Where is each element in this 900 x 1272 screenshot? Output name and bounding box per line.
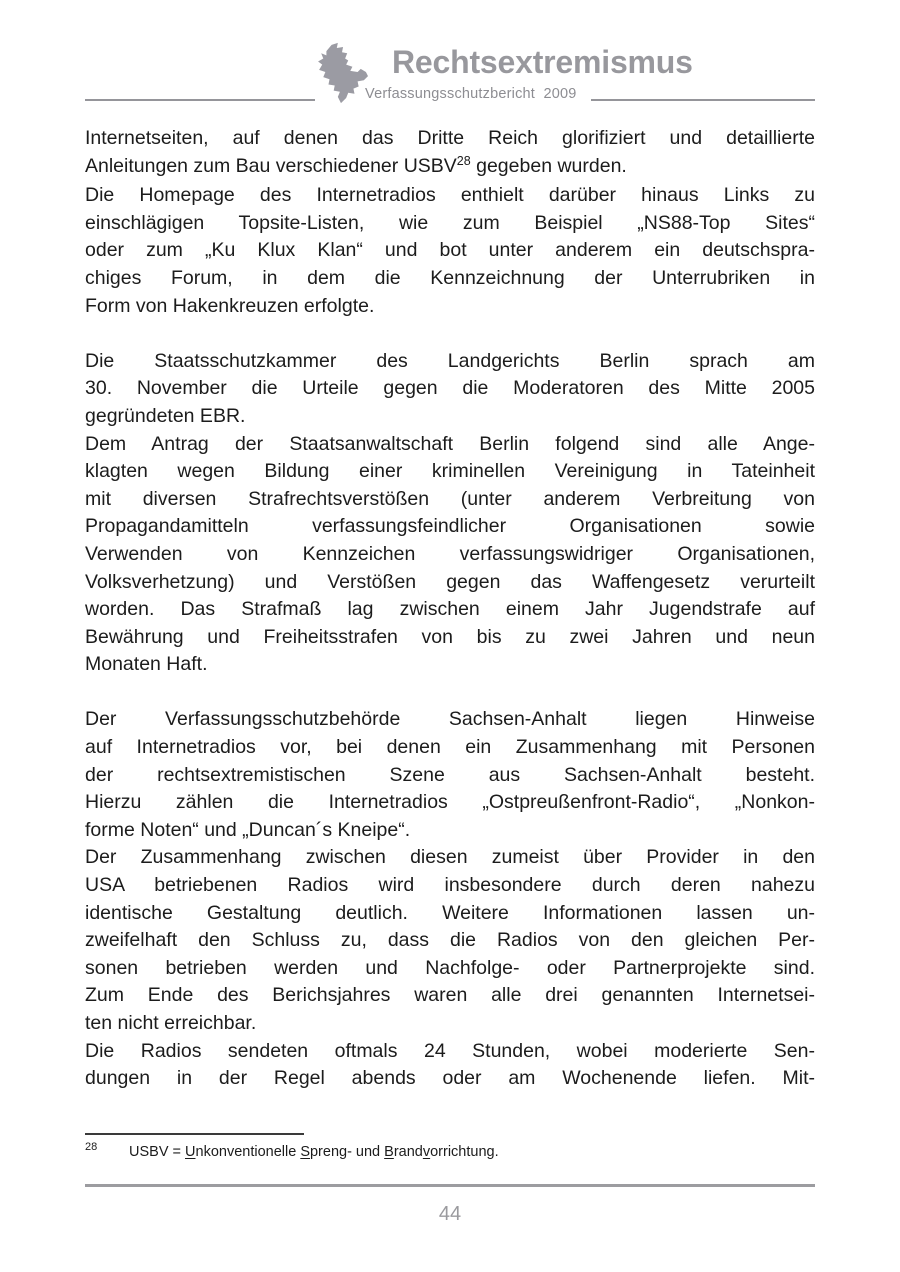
body-line: ten nicht erreichbar.	[85, 1012, 257, 1034]
body-line: Hierzu zählen die Internetradios „Ostpreußenfront-Radio“, „Nonkon-	[85, 791, 815, 814]
footnote-marker: 28	[85, 1141, 98, 1153]
body-line: forme Noten“ und „Duncan´s Kneipe“.	[85, 818, 411, 841]
body-line: Anleitungen zum Bau verschiedener USBV$^{28}$ gegeben wurden.	[85, 153, 627, 177]
paragraph	[85, 706, 815, 1092]
body-line: identische Gestaltung deutlich. Weitere Informationen lassen un-	[85, 901, 815, 924]
body-line: USA betriebenen Radios wird insbesondere durch deren nahezu	[85, 874, 815, 897]
body-line: gegründeten EBR.	[85, 404, 246, 427]
body-line: Dem Antrag der Staatsanwaltschaft Berlin folgend sind alle Ange-	[85, 432, 815, 455]
paragraph	[85, 348, 815, 679]
body-line: Die Radios sendeten oftmals 24 Stunden, wobei moderierte Sen-	[85, 1039, 815, 1062]
body-line: Die Staatsschutzkammer des Landgerichts Berlin sprach am	[85, 349, 815, 372]
header-rule-left	[85, 99, 315, 101]
body-line: Zum Ende des Berichsjahres waren alle drei genannten Internetsei-	[85, 984, 815, 1007]
body-line: zweifelhaft den Schluss zu, dass die Radios von den gleichen Per-	[85, 929, 815, 952]
body-line: 30. November die Urteile gegen die Moderatoren des Mitte 2005	[85, 377, 815, 400]
header-subtitle: Verfassungsschutzbericht 2009	[365, 86, 577, 102]
body-line: Volksverhetzung) und Verstößen gegen das Waffengesetz verurteilt	[85, 570, 815, 593]
body-line: worden. Das Strafmaß lag zwischen einem Jahr Jugendstrafe auf	[85, 598, 815, 621]
body-line: sonen betrieben werden und Nachfolge- oder Partnerprojekte sind.	[85, 956, 815, 979]
body-line: Form von Hakenkreuzen erfolgte.	[85, 294, 375, 317]
footnote-reference: 28	[456, 153, 471, 168]
saxony-anhalt-map-icon	[316, 42, 368, 104]
body-text	[85, 125, 815, 1093]
page-number: 44	[438, 1203, 462, 1225]
footer-rule	[85, 1184, 815, 1187]
body-line: oder zum „Ku Klux Klan“ und bot unter anderem ein deutschspra-	[85, 239, 815, 262]
paragraph	[85, 125, 815, 320]
footnote-text: USBV = Unkonventionelle Spreng- und Brandvorrichtung.	[129, 1144, 499, 1160]
body-line: Propagandamitteln verfassungsfeindlicher Organisationen sowie	[85, 515, 815, 538]
body-line: Monaten Haft.	[85, 653, 208, 676]
body-line: mit diversen Strafrechtsverstößen (unter anderem Verbreitung von	[85, 487, 815, 510]
body-line: Internetseiten, auf denen das Dritte Reich glorifiziert und detaillierte	[85, 127, 815, 149]
body-line: einschlägigen Topsite-Listen, wie zum Beispiel „NS88-Top Sites“	[85, 211, 815, 234]
body-line: der rechtsextremistischen Szene aus Sachsen-Anhalt besteht.	[85, 763, 815, 786]
body-line: Bewährung und Freiheitsstrafen von bis zu zwei Jahren und neun	[85, 625, 815, 648]
body-line: dungen in der Regel abends oder am Wochenende liefen. Mit-	[85, 1067, 815, 1090]
body-line: chiges Forum, in dem die Kennzeichnung der Unterrubriken in	[85, 266, 815, 289]
footnote-rule	[85, 1133, 304, 1135]
body-line: Verwenden von Kennzeichen verfassungswidriger Organisationen,	[85, 542, 815, 565]
body-line: Der Zusammenhang zwischen diesen zumeist über Provider in den	[85, 846, 815, 869]
body-line: Der Verfassungsschutzbehörde Sachsen-Anhalt liegen Hinweise	[85, 708, 815, 731]
body-line: klagten wegen Bildung einer kriminellen Vereinigung in Tateinheit	[85, 460, 815, 483]
header-rule-right	[591, 99, 815, 101]
body-line: auf Internetradios vor, bei denen ein Zusammenhang mit Personen	[85, 736, 815, 759]
page-title: Rechtsextremismus	[392, 44, 693, 80]
body-line: Die Homepage des Internetradios enthielt darüber hinaus Links zu	[85, 184, 815, 207]
